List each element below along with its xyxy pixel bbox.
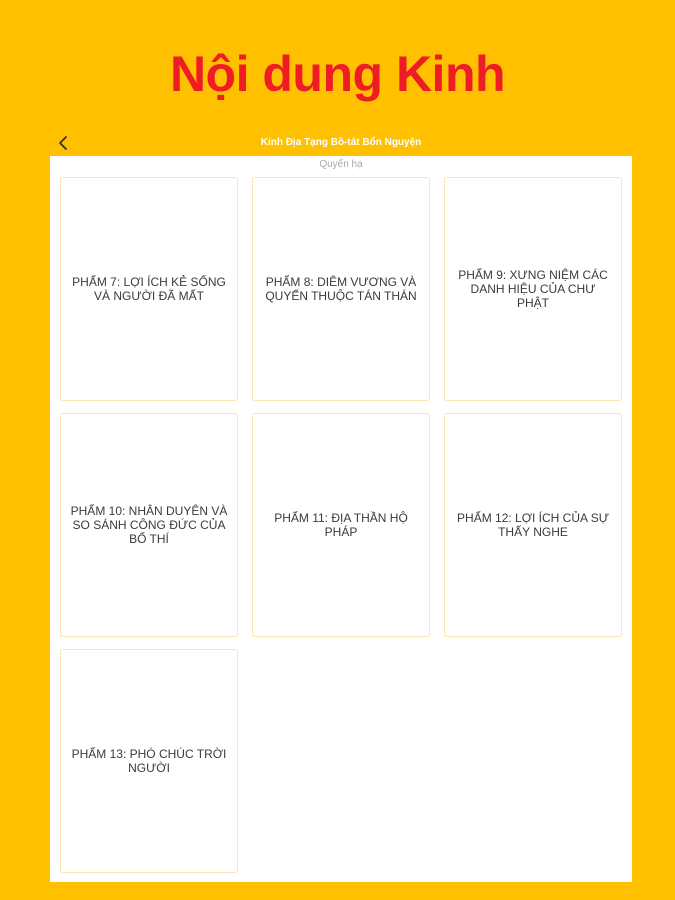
chapter-card-12[interactable]: [444, 413, 622, 637]
chapter-label: PHẨM 9: XƯNG NIỆM CÁC DANH HIỆU CỦA CHƯ PHẬT: [458, 268, 608, 310]
chapter-grid-panel: [50, 156, 632, 882]
chapter-label: PHẨM 10: NHÂN DUYÊN VÀ SO SÁNH CÔNG ĐỨC CỦA BỐ THÍ: [70, 504, 228, 546]
chapter-card-13[interactable]: [60, 649, 238, 873]
chapter-label: PHẨM 11: ĐỊA THẦN HỘ PHÁP: [274, 511, 408, 539]
chapter-label: PHẨM 12: LỢI ÍCH CỦA SỰ THẤY NGHE: [457, 511, 609, 539]
chapter-card-11[interactable]: [252, 413, 430, 637]
chapter-card-10[interactable]: [60, 413, 238, 637]
nav-title: Kinh Địa Tạng Bồ-tát Bổn Nguyện: [260, 137, 422, 148]
chapter-card-8[interactable]: [252, 177, 430, 401]
chapter-card-7[interactable]: [60, 177, 238, 401]
chapter-label: PHẨM 8: DIÊM VƯƠNG VÀ QUYẾN THUỘC TÁN THÁN: [265, 275, 417, 303]
chapter-label: PHẨM 7: LỢI ÍCH KẺ SỐNG VÀ NGƯỜI ĐÃ MẤT: [72, 275, 226, 303]
nav-bar: [50, 130, 632, 156]
section-label: Quyển hạ: [319, 159, 363, 170]
promo-title: Nội dung Kinh: [169, 46, 506, 102]
chapter-card-9[interactable]: [444, 177, 622, 401]
chapter-label: PHẨM 13: PHÓ CHÚC TRỜI NGƯỜI: [71, 747, 227, 775]
